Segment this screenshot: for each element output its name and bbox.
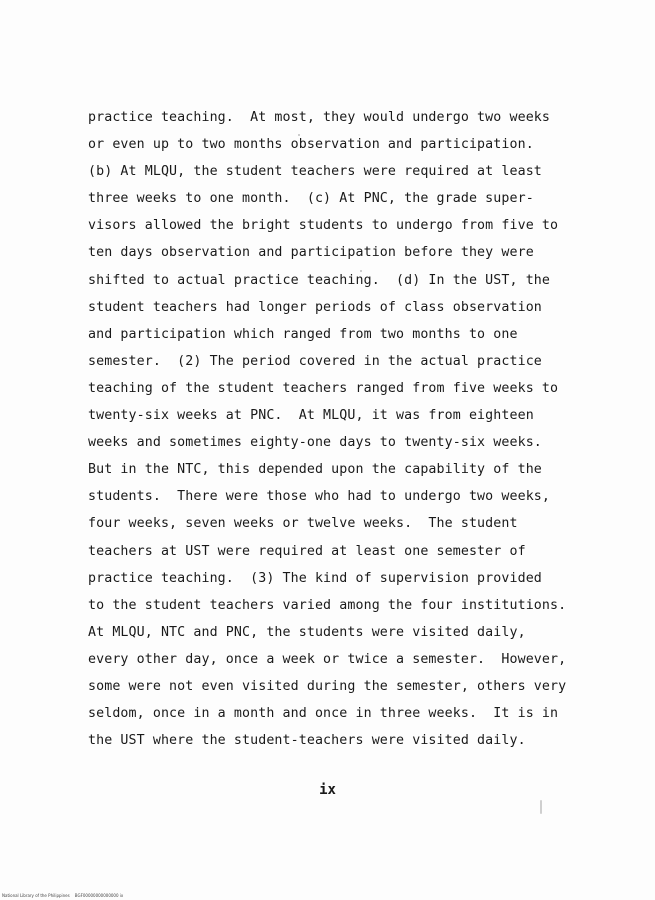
scan-speck <box>298 134 300 136</box>
text-line: teachers at UST were required at least one semester of <box>88 543 526 559</box>
text-line: some were not even visited during the semester, others very <box>88 678 567 694</box>
text-line: semester. (2) The period covered in the actual practice <box>88 353 542 369</box>
text-line: student teachers had longer periods of class observation <box>88 299 542 315</box>
footer-note: National Library of the Philippines BGF00000000000000 ix <box>2 893 124 898</box>
page-number: ix <box>319 782 336 798</box>
text-line: to the student teachers varied among the four institutions. <box>88 597 567 613</box>
body-text <box>88 104 588 754</box>
scan-speck <box>540 800 542 814</box>
text-line: twenty-six weeks at PNC. At MLQU, it was from eighteen <box>88 408 534 424</box>
text-line: the UST where the student-teachers were visited daily. <box>88 733 526 749</box>
text-line: practice teaching. (3) The kind of supervision provided <box>88 570 542 586</box>
text-line: four weeks, seven weeks or twelve weeks. The student <box>88 516 518 532</box>
text-line: every other day, once a week or twice a semester. However, <box>88 651 567 667</box>
text-line: seldom, once in a month and once in three weeks. It is in <box>88 706 559 722</box>
text-line: or even up to two months observation and participation. <box>88 137 534 153</box>
text-line: (b) At MLQU, the student teachers were required at least <box>88 164 542 180</box>
text-line: and participation which ranged from two months to one <box>88 326 518 342</box>
scan-speck <box>360 270 362 272</box>
text-line: practice teaching. At most, they would undergo two weeks <box>88 110 551 125</box>
text-line: ten days observation and participation before they were <box>88 245 534 261</box>
text-line: weeks and sometimes eighty-one days to twenty-six weeks. <box>88 435 542 451</box>
text-line: visors allowed the bright students to undergo from five to <box>88 218 559 234</box>
text-line: shifted to actual practice teaching. (d) In the UST, the <box>88 272 551 288</box>
text-line: three weeks to one month. (c) At PNC, the grade super- <box>88 191 534 207</box>
text-line: At MLQU, NTC and PNC, the students were visited daily, <box>88 624 526 640</box>
text-line: teaching of the student teachers ranged from five weeks to <box>88 380 559 396</box>
text-line: But in the NTC, this depended upon the capability of the <box>88 462 542 478</box>
text-line: students. There were those who had to undergo two weeks, <box>88 489 551 505</box>
